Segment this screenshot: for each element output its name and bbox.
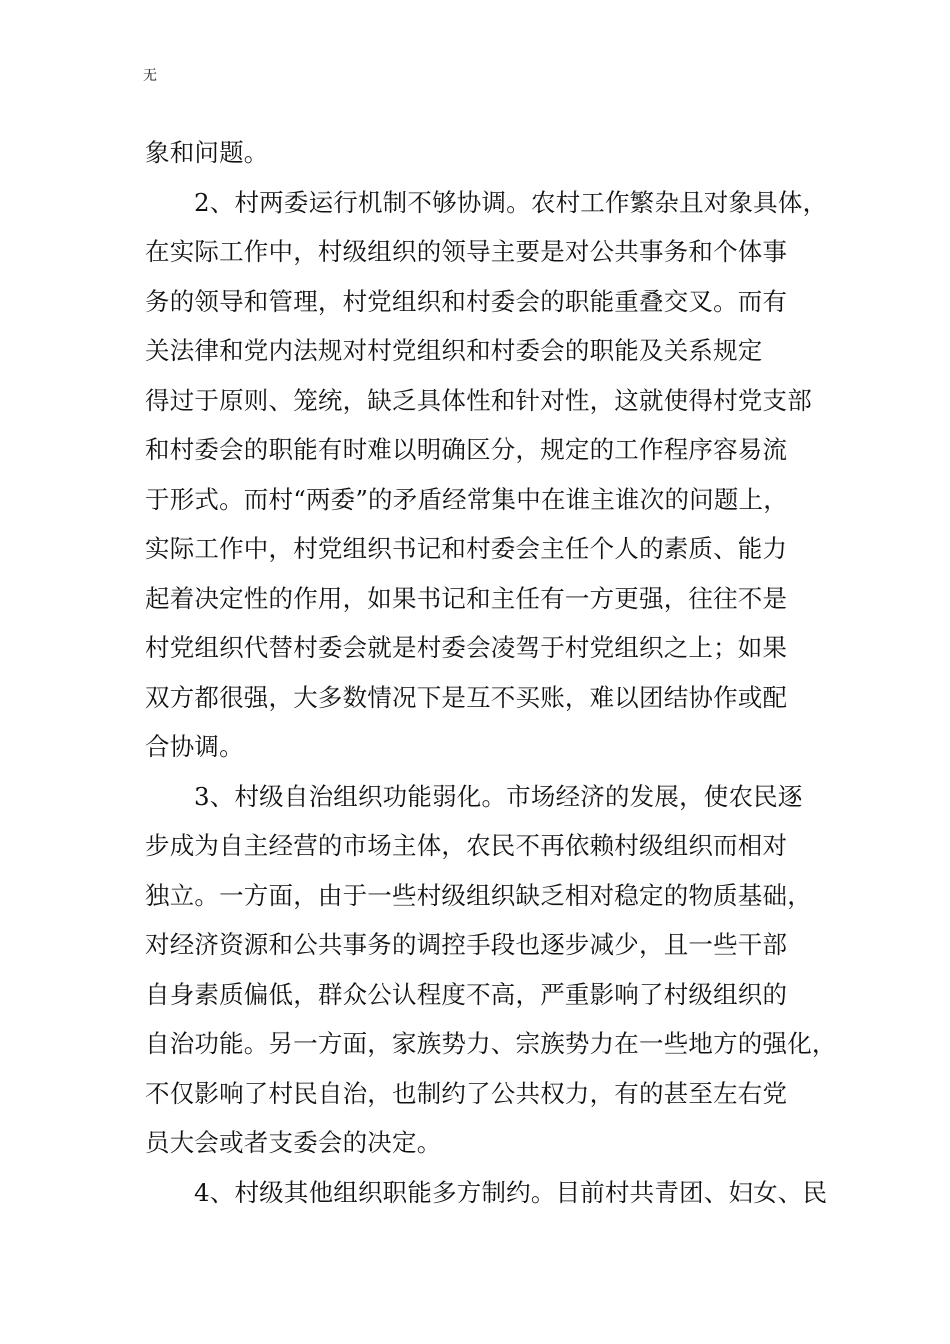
text-line: 合协调。 — [145, 732, 244, 761]
text-line: 自治功能。另一方面，家族势力、宗族势力在一些地方的强化， — [145, 1029, 837, 1058]
paragraph-4-first-line: 4、村级其他组织职能多方制约。目前村共青团、妇女、民 — [194, 1177, 828, 1207]
text-line: 双方都很强，大多数情况下是互不买账，难以团结协作或配 — [145, 682, 788, 712]
text-line: 独立。一方面，由于一些村级组织缺乏相对稳定的物质基础， — [145, 880, 812, 910]
text-line: 起着决定性的作用，如果书记和主任有一方更强，往往不是 — [145, 583, 788, 613]
text-line: 务的领导和管理，村党组织和村委会的职能重叠交叉。而有 — [145, 286, 788, 316]
text-line: 于形式。而村“两委”的矛盾经常集中在谁主谁次的问题上， — [145, 484, 788, 514]
header-mark: 无 — [143, 68, 157, 84]
text-line: 村党组织代替村委会就是村委会凌驾于村党组织之上；如果 — [145, 633, 788, 662]
text-line: 关法律和党内法规对村党组织和村委会的职能及关系规定 — [145, 336, 763, 365]
text-line: 和村委会的职能有时难以明确区分，规定的工作程序容易流 — [145, 435, 788, 464]
text-line: 不仅影响了村民自治，也制约了公共权力，有的甚至左右党 — [145, 1078, 788, 1108]
text-line: 步成为自主经营的市场主体，农民不再依赖村级组织而相对 — [145, 831, 788, 860]
text-line: 自身素质偏低，群众公认程度不高，严重影响了村级组织的 — [145, 979, 788, 1009]
text-line: 对经济资源和公共事务的调控手段也逐步减少，且一些干部 — [145, 930, 788, 959]
text-line: 象和问题。 — [145, 138, 269, 167]
text-line: 员大会或者支委会的决定。 — [145, 1128, 442, 1157]
paragraph-2-first-line: 2、村两委运行机制不够协调。农村工作繁杂且对象具体， — [194, 187, 828, 217]
body-text — [145, 128, 837, 1217]
text-line: 在实际工作中，村级组织的领导主要是对公共事务和个体事 — [145, 237, 788, 266]
text-line: 实际工作中，村党组织书记和村委会主任个人的素质、能力 — [145, 534, 788, 563]
text-line: 得过于原则、笼统，缺乏具体性和针对性，这就使得村党支部 — [145, 385, 812, 415]
paragraph-3-first-line: 3、村级自治组织功能弱化。市场经济的发展，使农民逐 — [194, 781, 803, 811]
